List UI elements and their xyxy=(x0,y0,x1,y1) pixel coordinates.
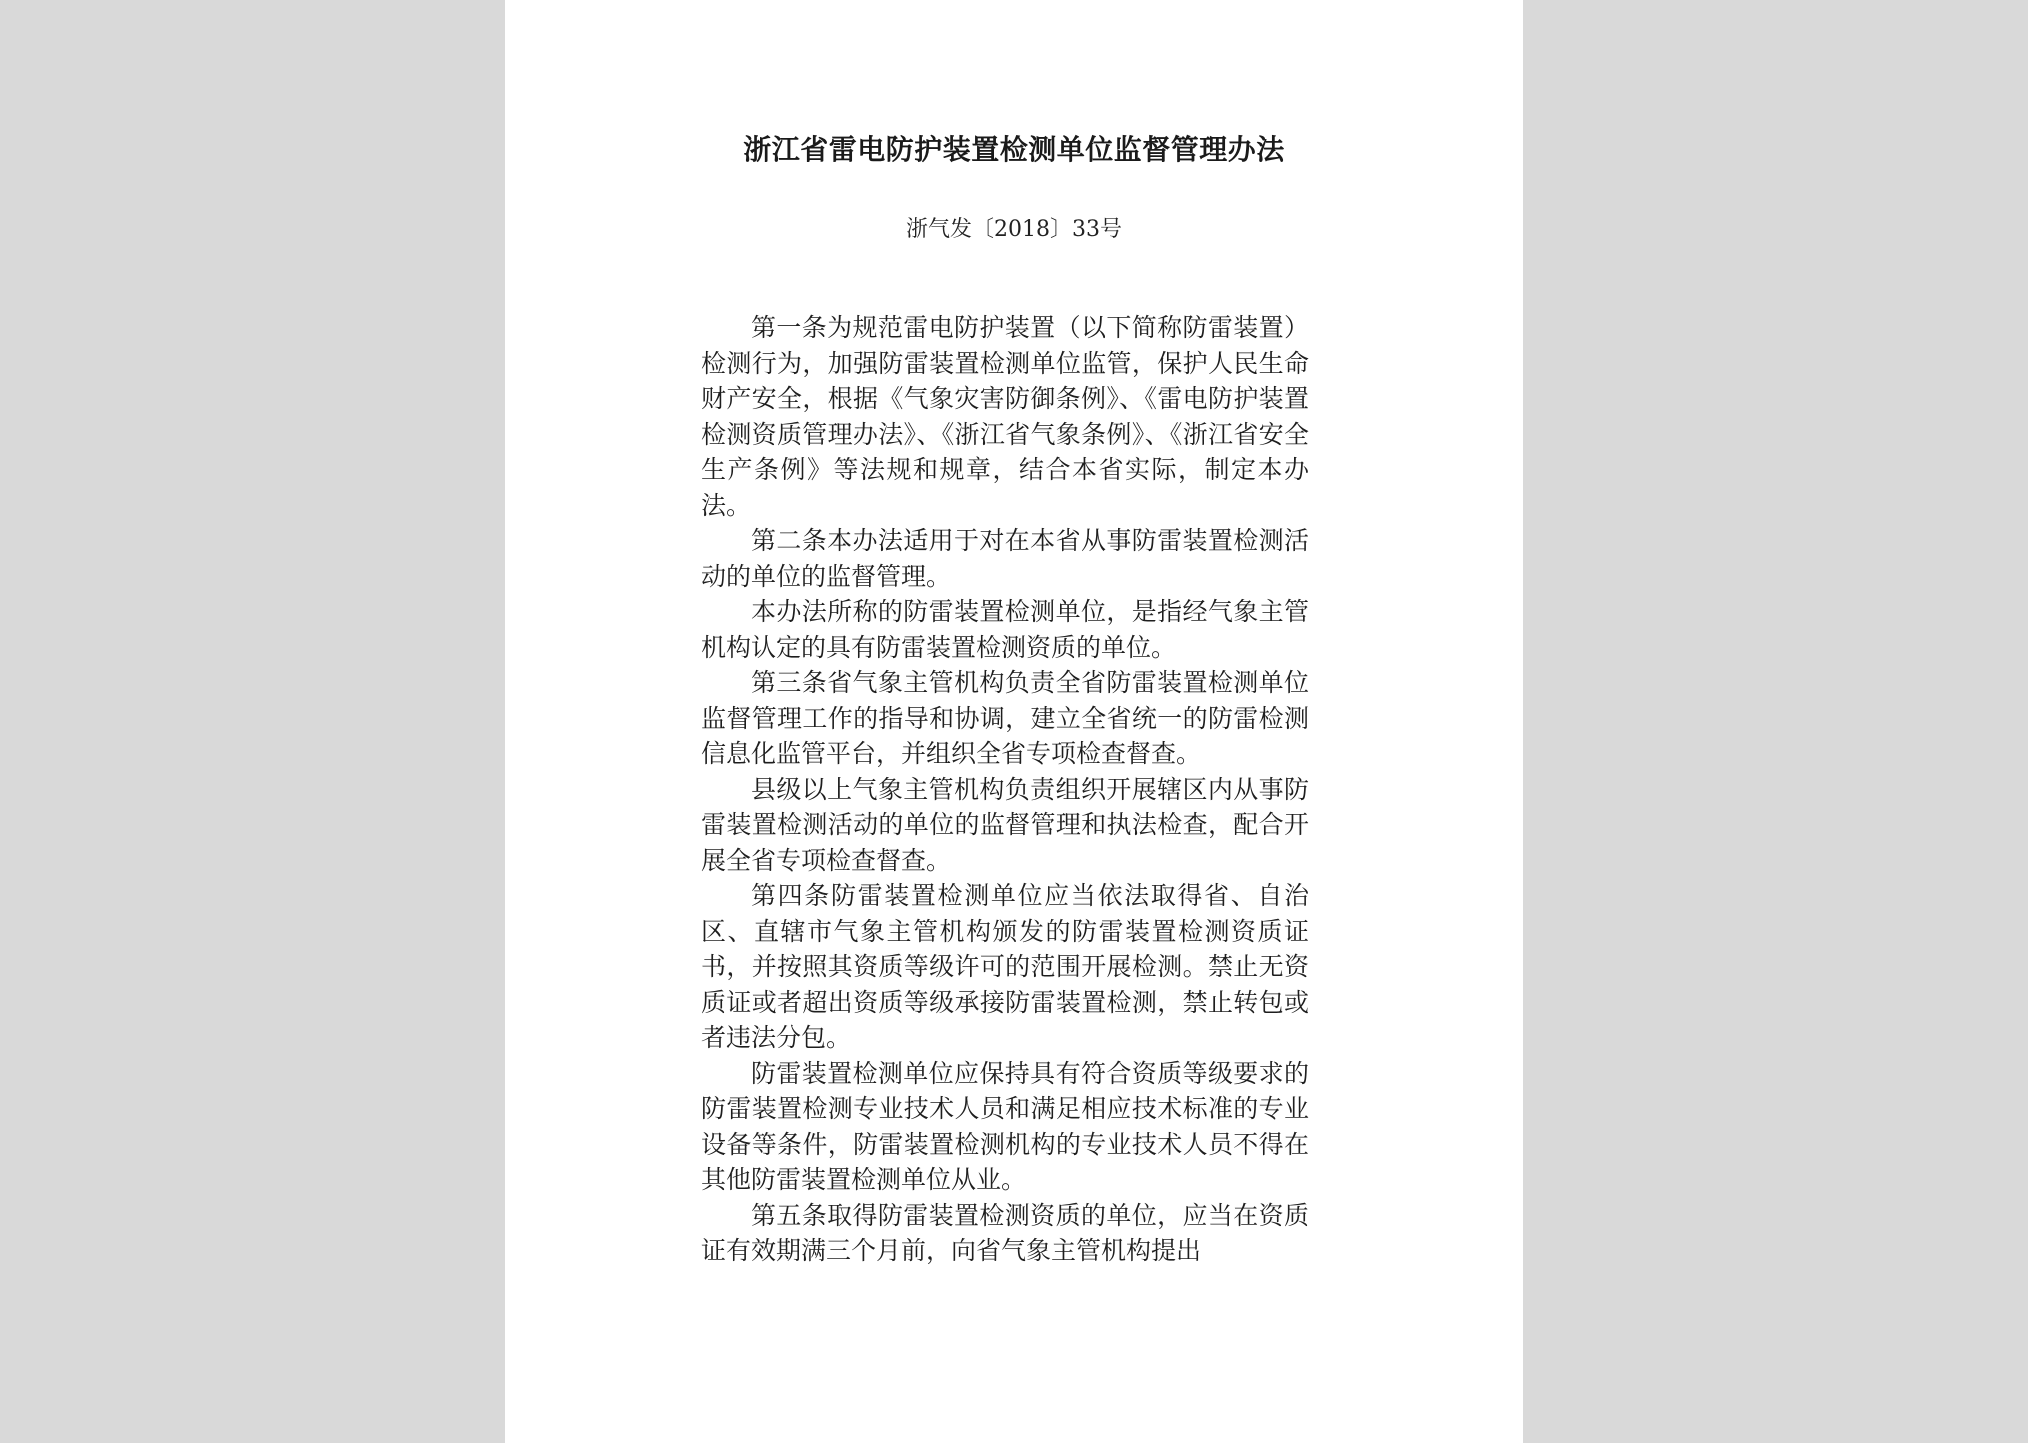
paragraph: 第四条防雷装置检测单位应当依法取得省、自治区、直辖市气象主管机构颁发的防雷装置检测资质证书，并按照其资质等级许可的范围开展检测。禁止无资质证或者超出资质等级承接防雷装置检测，禁止转包或者违法分包。 xyxy=(701,881,1309,1052)
paragraph: 第三条省气象主管机构负责全省防雷装置检测单位监督管理工作的指导和协调，建立全省统一的防雷检测信息化监管平台，并组织全省专项检查督查。 xyxy=(701,668,1309,768)
paragraph: 本办法所称的防雷装置检测单位，是指经气象主管机构认定的具有防雷装置检测资质的单位。 xyxy=(701,597,1309,662)
document-number: 浙气发〔2018〕33号 xyxy=(906,217,1122,242)
document-page xyxy=(505,0,1523,1443)
document-title: 浙江省雷电防护装置检测单位监督管理办法 xyxy=(743,133,1285,166)
document-body xyxy=(701,310,1309,1269)
paragraph: 防雷装置检测单位应保持具有符合资质等级要求的防雷装置检测专业技术人员和满足相应技术标准的专业设备等条件，防雷装置检测机构的专业技术人员不得在其他防雷装置检测单位从业。 xyxy=(701,1058,1309,1194)
paragraph: 第一条为规范雷电防护装置（以下简称防雷装置）检测行为，加强防雷装置检测单位监管，保护人民生命财产安全，根据《气象灾害防御条例》、《雷电防护装置检测资质管理办法》、《浙江省气象条例》、《浙江省安全生产条例》等法规和规章，结合本省实际，制定本办法。 xyxy=(701,313,1309,520)
paragraph: 第二条本办法适用于对在本省从事防雷装置检测活动的单位的监督管理。 xyxy=(701,526,1309,591)
paragraph: 县级以上气象主管机构负责组织开展辖区内从事防雷装置检测活动的单位的监督管理和执法检查，配合开展全省专项检查督查。 xyxy=(701,774,1309,875)
paragraph: 第五条取得防雷装置检测资质的单位，应当在资质证有效期满三个月前，向省气象主管机构提出 xyxy=(701,1200,1309,1265)
